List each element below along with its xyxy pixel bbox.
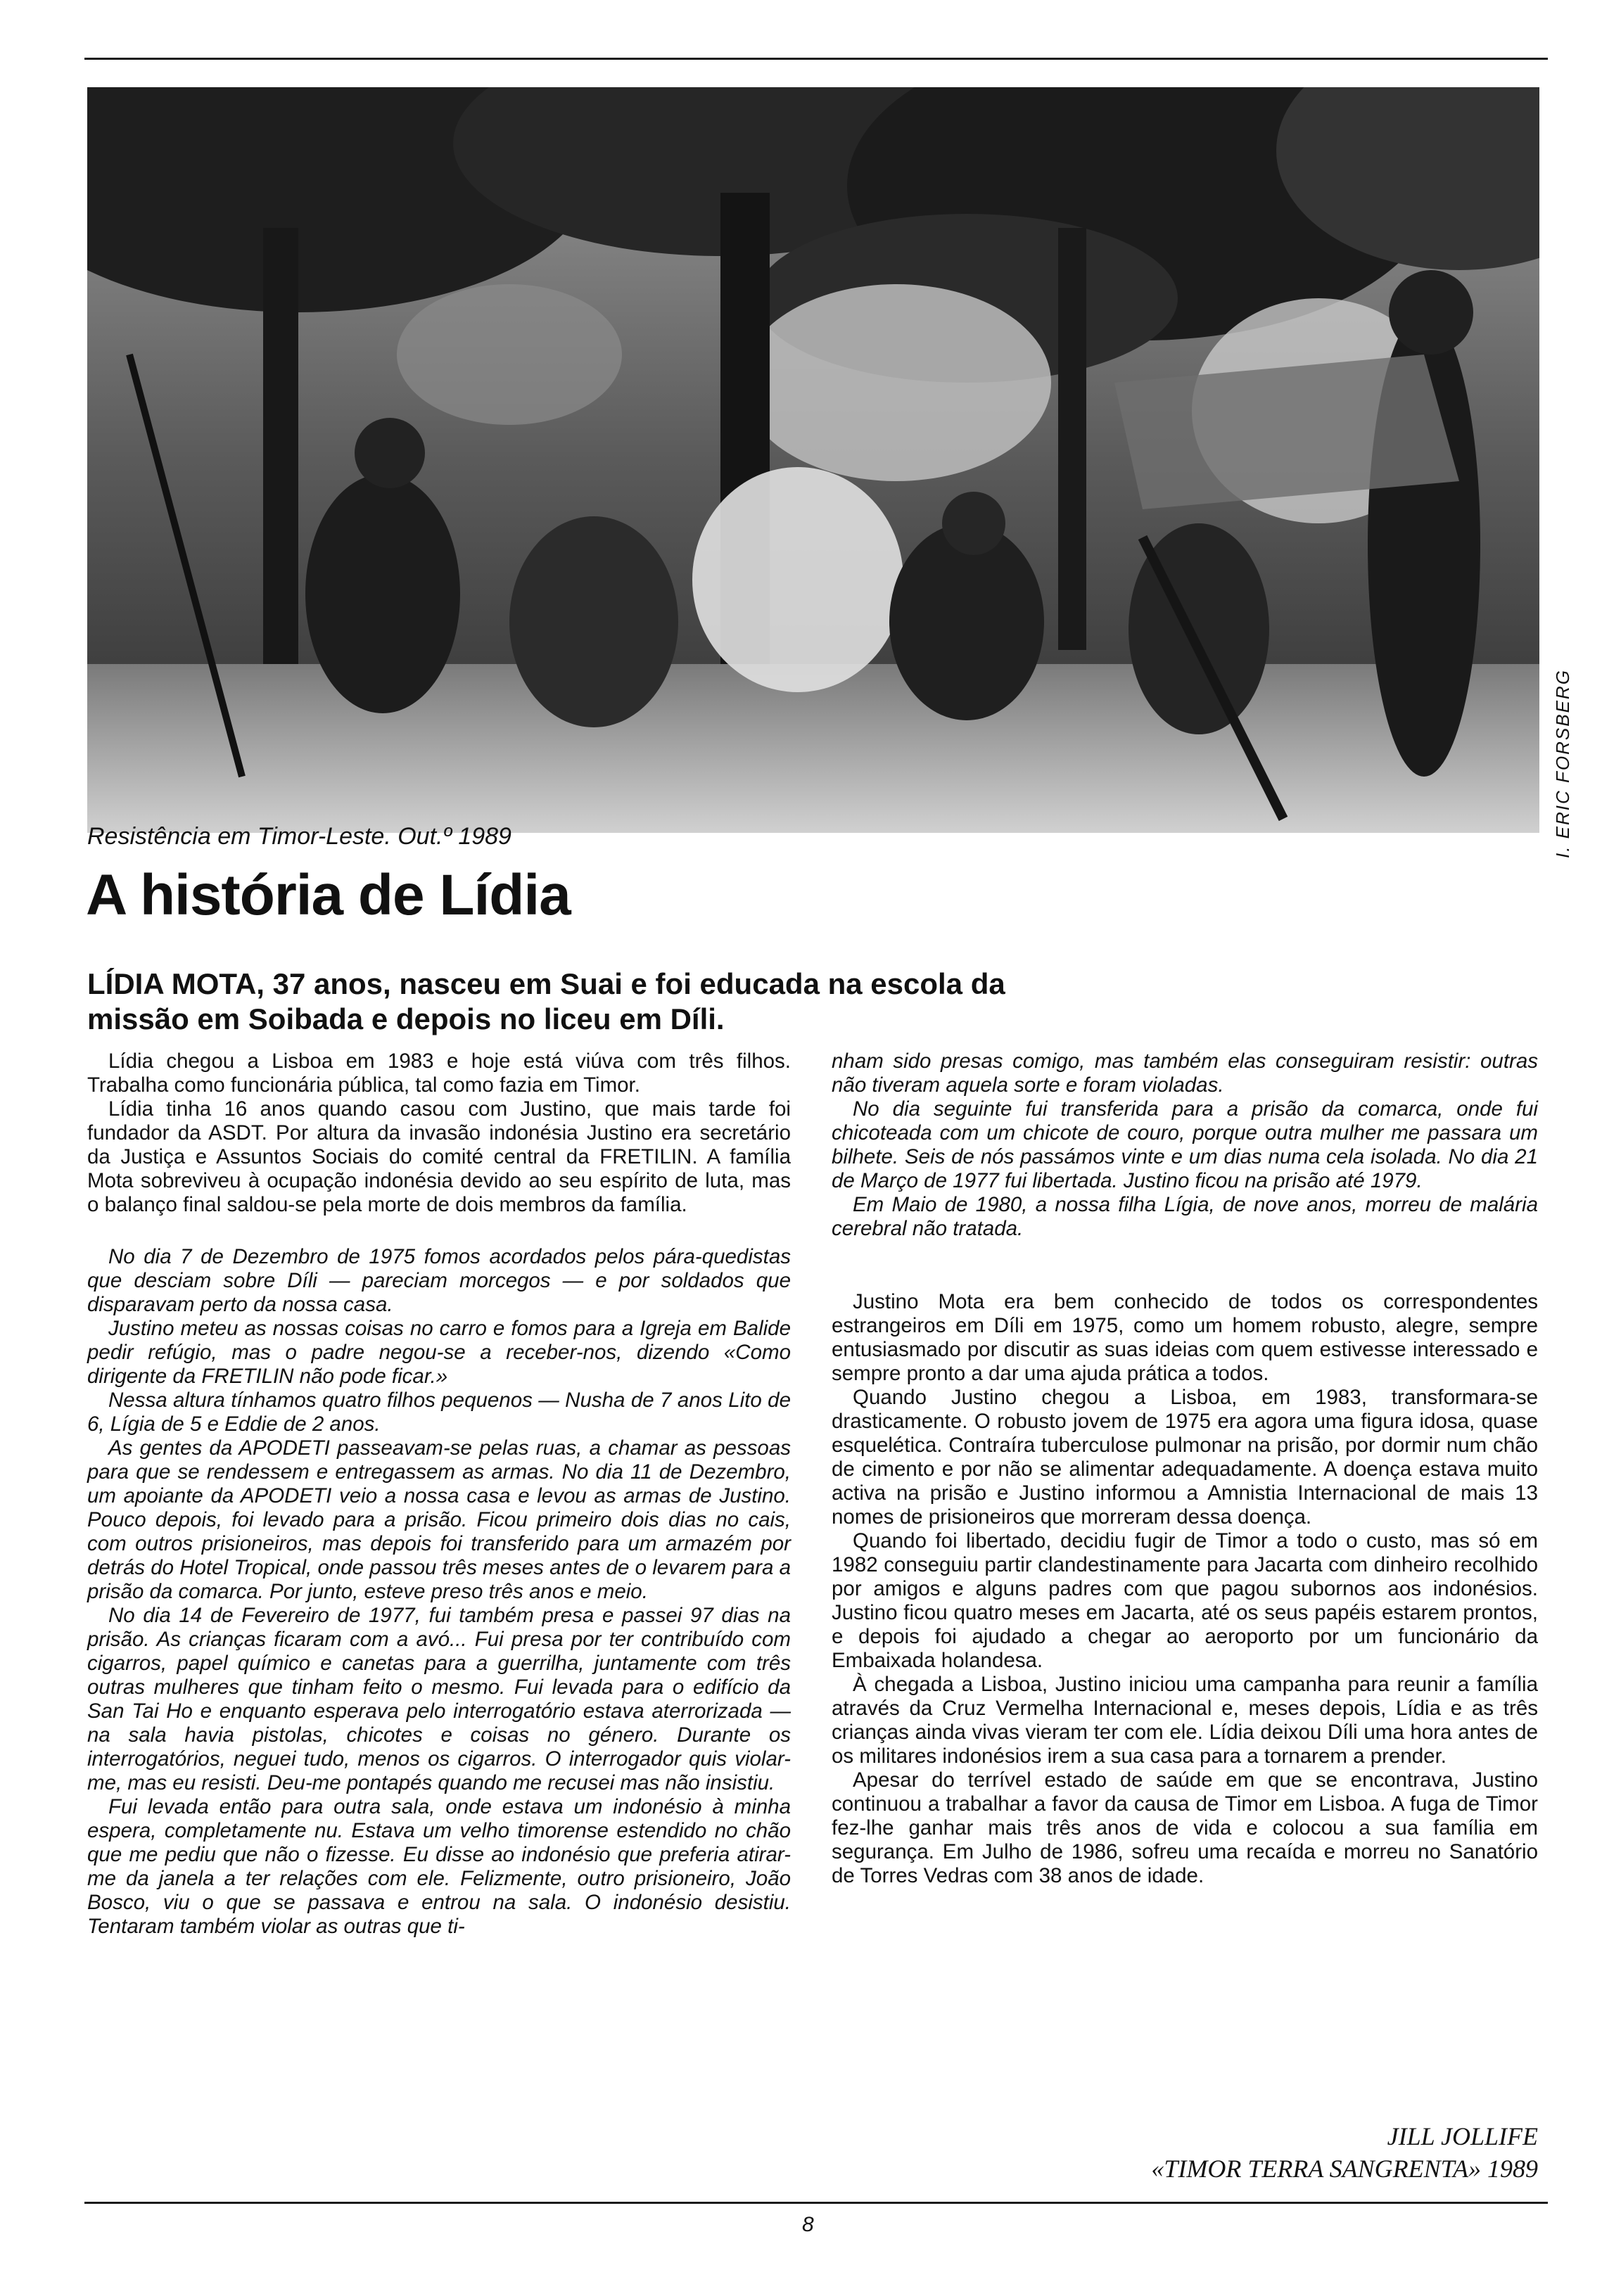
article-photo xyxy=(87,87,1539,833)
photo-caption: Resistência em Timor-Leste. Out.º 1989 xyxy=(87,823,511,850)
author-name: JILL JOLLIFE xyxy=(1387,2122,1538,2150)
photo-illustration xyxy=(87,87,1539,833)
source-title: «TIMOR TERRA SANGRENTA» 1989 xyxy=(1151,2155,1538,2183)
article-lead: LÍDIA MOTA, 37 anos, nasceu em Suai e foi educada na escola da missão em Soibada e depois no liceu em Díli. xyxy=(87,967,1005,1035)
paragraph: Em Maio de 1980, a nossa filha Lígia, de nove anos, morreu de malária cerebral não tratada. xyxy=(832,1193,1538,1240)
paragraph: No dia seguinte fui transferida para a prisão da comarca, onde fui chicoteada com um chicote de couro, porque outra mulher me passara um bilhete. Seis de nós passámos vinte e um dias numa cela isolada. No dia 21 de Março de 1977 fui libertada. Justino ficou na prisão até 1979. xyxy=(832,1097,1538,1192)
paragraph: No dia 14 de Fevereiro de 1977, fui também presa e passei 97 dias na prisão. As crianças ficaram com a avó... Fui presa por ter contribuído com cigarros, papel químico e canetas para a guerrilha, juntamente com três outras mulheres que tinham feito o mesmo. Fui levada para o edifício da San Tai Ho e enquanto esperava pelo interrogatório estava aterrorizada — na sala havia pistolas, chicotes e coisas no género. Durante os interrogatórios, neguei tudo, menos os cigarros. O interrogador quis violar-me, mas eu resisti. Deu-me pontapés quando me recusei mas não insistiu. xyxy=(87,1604,791,1794)
bottom-rule xyxy=(84,2202,1548,2204)
paragraph: nham sido presas comigo, mas também elas conseguiram resistir: outras não tiveram aquela sorte e foram violadas. xyxy=(832,1050,1538,1097)
paragraph: Justino Mota era bem conhecido de todos os correspondentes estrangeiros em Díli em 1975, como um homem robusto, alegre, sempre entusiasmado por discutir as suas ideias com quem estivesse interessado e sempre pronto a dar uma ajuda prática a todos. xyxy=(832,1290,1538,1385)
article-title: A história de Lídia xyxy=(86,863,571,927)
paragraph: Lídia chegou a Lisboa em 1983 e hoje está viúva com três filhos. Trabalha como funcionária pública, tal como fazia em Timor. xyxy=(87,1050,791,1097)
paragraph: Fui levada então para outra sala, onde estava um indonésio à minha espera, completamente nu. Estava um velho timorense estendido no chão que me pediu que não o fizesse. Eu disse ao indonésio que preferia atirar-me da janela a ter relações com ele. Felizmente, outro prisioneiro, João Bosco, viu o que se passava e entrou na sala. O indonésio desistiu. Tentaram também violar as outras que ti- xyxy=(87,1795,791,1938)
left-column xyxy=(87,1050,791,1939)
page-number: 8 xyxy=(802,2213,814,2236)
paragraph: Quando Justino chegou a Lisboa, em 1983, transformara-se drasticamente. O robusto jovem de 1975 era agora uma figura idosa, quase esquelética. Contraíra tuberculose pulmonar na prisão, por dormir num chão de cimento e por não se alimentar adequadamente. A doença estava muito activa na prisão e Justino informou a Amnistia Internacional de mais 13 nomes de prisioneiros que morreram dessa doença. xyxy=(832,1386,1538,1529)
top-rule xyxy=(84,58,1548,60)
paragraph: As gentes da APODETI passeavam-se pelas ruas, a chamar as pessoas para que se rendessem e entregassem as armas. No dia 11 de Dezembro, um apoiante da APODETI veio a nossa casa e levou as armas de Justino. Pouco depois, foi levado para a prisão. Ficou primeiro dois dias no cais, com outros prisioneiros, mas depois foi transferido para um armazém por detrás do Hotel Tropical, onde passou três meses antes de o levarem para a prisão da comarca. Por junto, esteve preso três anos e meio. xyxy=(87,1436,791,1603)
paragraph: Lídia tinha 16 anos quando casou com Justino, que mais tarde foi fundador da ASDT. Por altura da invasão indonésia Justino era secretário da Justiça e Assuntos Sociais do comité central da FRETILIN. A família Mota sobreviveu à ocupação indonésia devido ao seu espírito de luta, mas o balanço final saldou-se pela morte de dois membros da família. xyxy=(87,1097,791,1216)
signature xyxy=(1151,2120,1538,2185)
paragraph: Apesar do terrível estado de saúde em que se encontrava, Justino continuou a trabalhar a favor da causa de Timor em Lisboa. A fuga de Timor fez-lhe ganhar mais três anos de vida e colocou a sua família em segurança. Em Julho de 1986, sofreu uma recaída e morreu no Sanatório de Torres Vedras com 38 anos de idade. xyxy=(832,1768,1538,1887)
paragraph: Quando foi libertado, decidiu fugir de Timor a todo o custo, mas só em 1982 conseguiu partir clandestinamente para Jacarta com dinheiro recolhido por amigos e alguns padres com que pagou subornos aos indonésios. Justino ficou quatro meses em Jacarta, até os seus papéis estarem prontos, e depois foi ajudado a chegar ao aeroporto por um funcionário da Embaixada holandesa. xyxy=(832,1529,1538,1672)
photo-credit: I. ERIC FORSBERG xyxy=(1552,669,1573,858)
paragraph: À chegada a Lisboa, Justino iniciou uma campanha para reunir a família através da Cruz Vermelha Internacional e, meses depois, Lídia e as três crianças ainda vivas vieram ter com ele. Lídia deixou Díli uma hora antes de os militares indonésios irem a sua casa para a tornarem a prender. xyxy=(832,1673,1538,1768)
paragraph: No dia 7 de Dezembro de 1975 fomos acordados pelos pára-quedistas que desciam sobre Díli — pareciam morcegos — e por soldados que disparavam perto da nossa casa. xyxy=(87,1245,791,1316)
right-column xyxy=(832,1050,1538,1888)
paragraph: Nessa altura tínhamos quatro filhos pequenos — Nusha de 7 anos Lito de 6, Lígia de 5 e Eddie de 2 anos. xyxy=(87,1389,791,1436)
paragraph: Justino meteu as nossas coisas no carro e fomos para a Igreja em Balide pedir refúgio, mas o padre negou-se a receber-nos, dizendo «Como dirigente da FRETILIN não pode ficar.» xyxy=(87,1317,791,1388)
